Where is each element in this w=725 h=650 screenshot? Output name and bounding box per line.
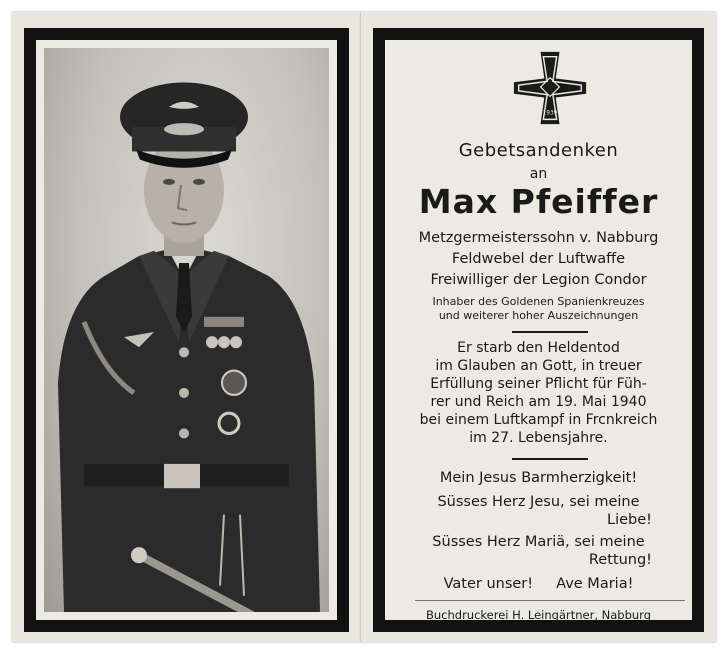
iron-cross-icon bbox=[512, 50, 588, 126]
death-line: bei einem Luftkampf in Frcnkreich bbox=[419, 412, 658, 428]
divider bbox=[512, 458, 588, 460]
death-line: Er starb den Heldentod bbox=[457, 340, 620, 356]
mourning-border bbox=[373, 28, 704, 632]
death-line: im 27. Lebensjahre. bbox=[469, 430, 608, 446]
right-card bbox=[361, 12, 716, 642]
title-line: Inhaber des Goldenen Spanienkreuzes bbox=[432, 295, 645, 308]
prayer-line: Vater unser! Ave Maria! bbox=[443, 576, 634, 592]
prayer-line: Süsses Herz Jesu, sei meine bbox=[437, 494, 640, 510]
death-line: im Glauben an Gott, in treuer bbox=[435, 358, 642, 374]
heading-an: an bbox=[529, 166, 548, 182]
title-line: und weiterer hoher Auszeichnungen bbox=[438, 309, 639, 322]
title-line: Freiwilliger der Legion Condor bbox=[430, 272, 647, 288]
prayer-line: Süsses Herz Mariä, sei meine bbox=[432, 534, 645, 550]
death-line: Erfüllung seiner Pflicht für Füh- bbox=[430, 376, 647, 392]
soldier-portrait-image bbox=[44, 48, 329, 612]
text-panel-background bbox=[385, 40, 692, 620]
divider bbox=[415, 600, 685, 601]
prayer-line: Liebe! bbox=[607, 512, 652, 528]
prayer-line: Rettung! bbox=[588, 552, 652, 568]
left-card bbox=[12, 12, 361, 642]
heading: Gebetsandenken bbox=[458, 140, 619, 161]
cross-year: 1939 bbox=[542, 110, 558, 117]
title-line: Metzgermeisterssohn v. Nabburg bbox=[418, 230, 659, 246]
printer-credit: Buchdruckerei H. Leingärtner, Nabburg bbox=[425, 608, 652, 622]
title-line: Feldwebel der Luftwaffe bbox=[451, 251, 626, 267]
prayer-line: Mein Jesus Barmherzigkeit! bbox=[439, 470, 638, 486]
death-line: rer und Reich am 19. Mai 1940 bbox=[430, 394, 647, 410]
divider bbox=[512, 331, 588, 333]
mourning-border bbox=[24, 28, 349, 632]
memorial-text-panel bbox=[385, 40, 692, 620]
portrait-photo bbox=[44, 48, 329, 612]
photo-mat bbox=[36, 40, 337, 620]
deceased-name: Max Pfeiffer bbox=[418, 182, 659, 221]
